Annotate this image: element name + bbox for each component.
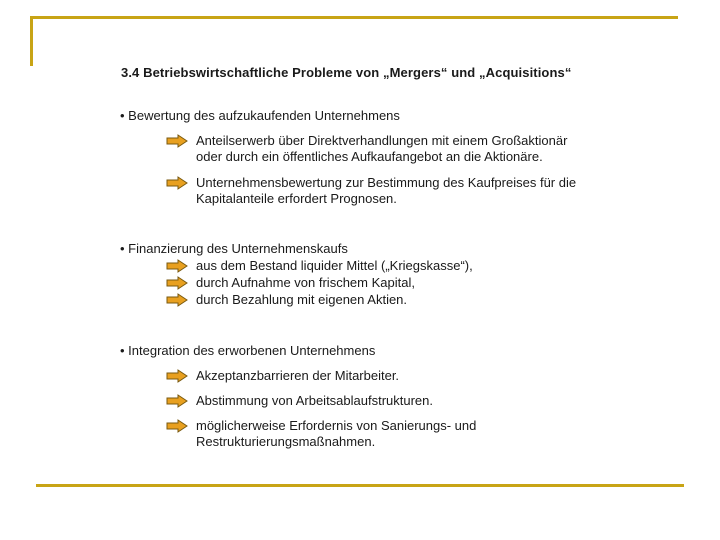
right-arrow-icon — [166, 369, 188, 383]
right-arrow-icon — [166, 394, 188, 408]
section-finanzierung: • Finanzierung des Unternehmenskaufs — [120, 241, 348, 256]
frame-top-rule — [30, 16, 678, 19]
item-line: Kapitalanteile erfordert Prognosen. — [196, 191, 397, 206]
item-line: Akzeptanzbarrieren der Mitarbeiter. — [196, 368, 400, 383]
right-arrow-icon — [166, 276, 188, 290]
right-arrow-icon — [166, 259, 188, 273]
frame-left-rule — [30, 16, 33, 66]
page-title: 3.4 Betriebswirtschaftliche Probleme von „Mergers“ und „Acquisitions“ — [121, 65, 572, 80]
item-line: durch Aufnahme von frischem Kapital, — [196, 275, 415, 290]
item-line: Anteilserwerb über Direktverhandlungen mit einem Großaktionär — [196, 133, 568, 148]
section-integration: • Integration des erworbenen Unternehmens — [120, 343, 376, 358]
item-line: Abstimmung von Arbeitsablaufstrukturen. — [196, 393, 434, 408]
item-line: Restrukturierungsmaßnahmen. — [196, 434, 376, 449]
frame-bottom-rule — [36, 484, 684, 487]
right-arrow-icon — [166, 419, 188, 433]
right-arrow-icon — [166, 134, 188, 148]
item-line: aus dem Bestand liquider Mittel („Kriegskasse“), — [196, 258, 473, 273]
item-line: Unternehmensbewertung zur Bestimmung des Kaufpreises für die — [196, 175, 577, 190]
right-arrow-icon — [166, 293, 188, 307]
item-line: oder durch ein öffentliches Aufkaufangebot an die Aktionäre. — [196, 149, 543, 164]
item-line: durch Bezahlung mit eigenen Aktien. — [196, 292, 408, 307]
right-arrow-icon — [166, 176, 188, 190]
section-bewertung: • Bewertung des aufzukaufenden Unternehmens — [120, 108, 400, 123]
item-line: möglicherweise Erfordernis von Sanierungs- und — [196, 418, 477, 433]
